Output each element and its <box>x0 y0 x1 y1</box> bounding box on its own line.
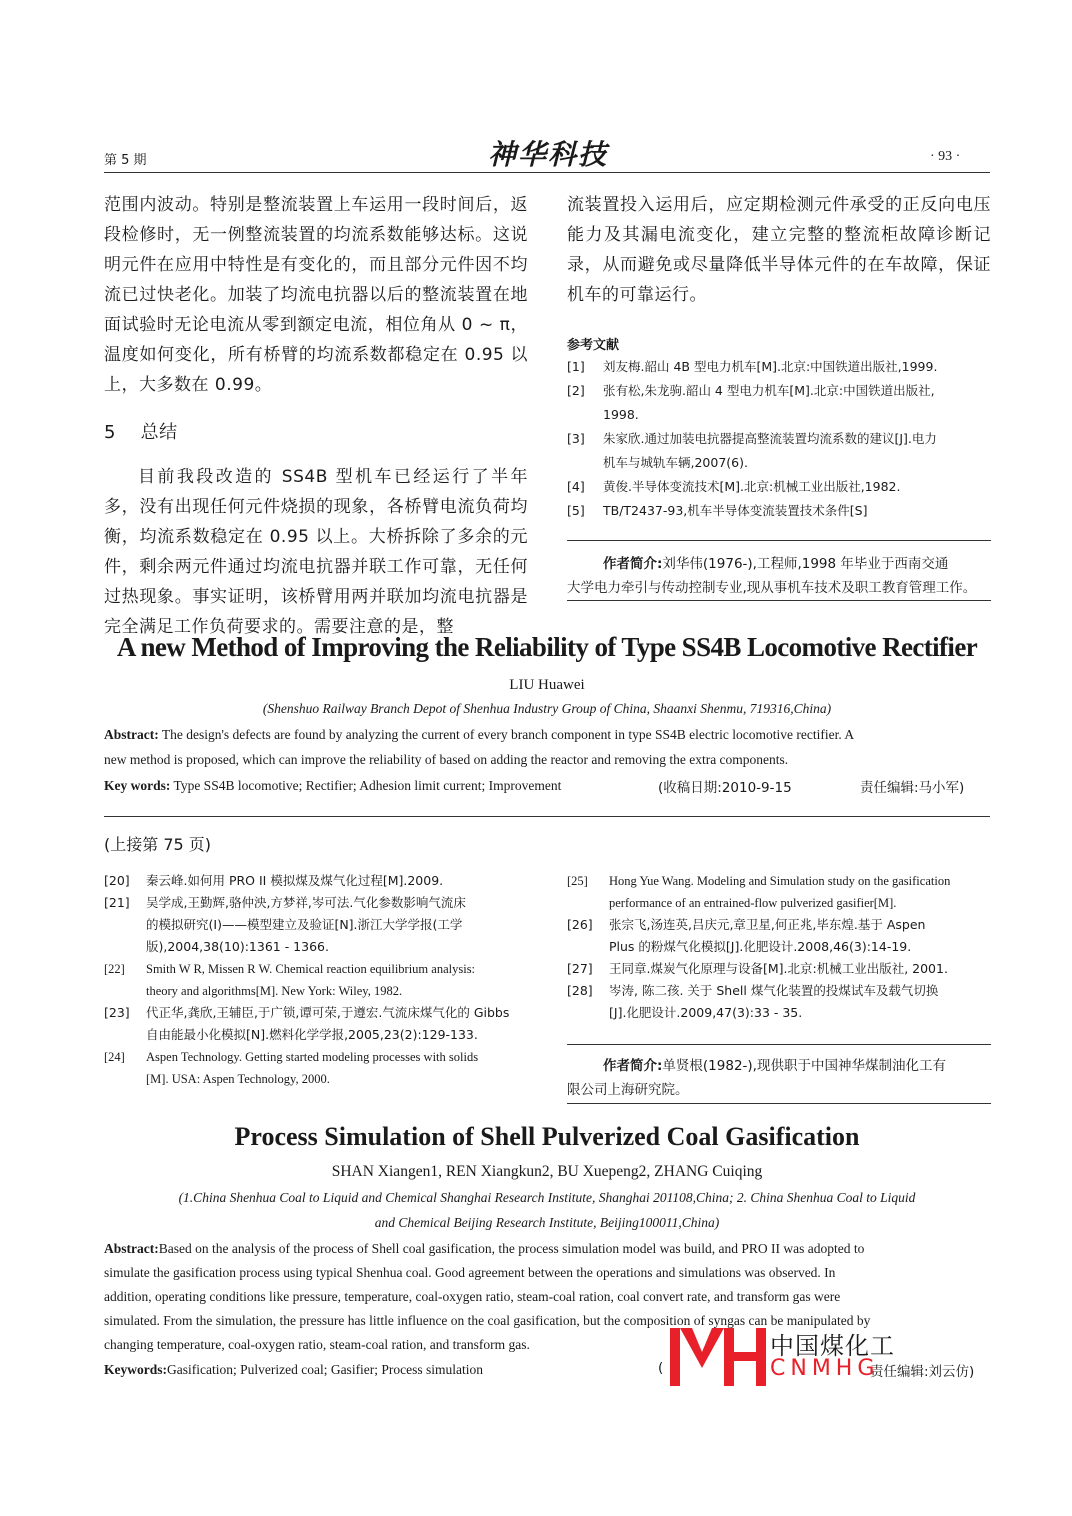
reference-number: [24] <box>104 1050 125 1064</box>
reference-item <box>567 500 991 522</box>
reference-text: 张宗飞,汤连英,吕庆元,章卫星,何正兆,毕东煌.基于 Aspen <box>609 917 926 932</box>
bio-label: 作者简介: <box>603 556 663 572</box>
reference-text: Hong Yue Wang. Modeling and Simulation study on the gasification <box>609 874 951 888</box>
keywords-en <box>104 774 990 798</box>
reference-item <box>567 428 991 472</box>
affiliation-en-2-line-2: and Chemical Beijing Research Institute, Beijing100011,China) <box>374 1215 720 1230</box>
left-column <box>104 190 528 642</box>
right-paragraph-1: 流装置投入运用后，应定期检测元件承受的正反向电压能力及其漏电流变化，建立完整的整流柜故障诊断记录，从而避免或尽量降低半导体元件的在车故障，保证机车的可靠运行。 <box>567 195 991 305</box>
author-bio <box>567 552 991 600</box>
reference-text: TB/T2437-93,机车半导体变流装置技术条件[S] <box>603 503 868 518</box>
header-rule <box>104 172 990 173</box>
reference-text: 黄俊.半导体变流技术[M].北京:机械工业出版社,1982. <box>603 479 901 494</box>
keywords-text: Type SS4B locomotive; Rectifier; Adhesion limit current; Improvement <box>173 778 562 793</box>
bio-line-2: 大学电力牵引与传动控制专业,现从事机车技术及职工教育管理工作。 <box>567 580 977 596</box>
reference-number: [21] <box>104 895 130 910</box>
reference-text: performance of an entrained-flow pulverized gasifier[M]. <box>609 896 897 910</box>
reference-number: [20] <box>104 873 130 888</box>
reference-text: [M]. USA: Aspen Technology, 2000. <box>146 1072 330 1086</box>
reference-text: 张有松,朱龙驹.韶山 4 型电力机车[M].北京:中国铁道出版社, <box>603 383 935 398</box>
article-title-en: A new Method of Improving the Reliability of Type SS4B Locomotive Rectifier <box>116 632 978 662</box>
reference-text: 机车与城轨车辆,2007(6). <box>603 455 748 470</box>
right-column <box>567 190 991 310</box>
abstract-line: changing temperature, coal-oxygen ratio, steam-coal ration, and transform gas. <box>104 1337 530 1352</box>
abstract-text-line-2: new method is proposed, which can improve the reliability of based on adding the reactor and removing the extra components. <box>104 752 789 767</box>
bio-line-2: 限公司上海研究院。 <box>567 1082 689 1098</box>
keywords-label: Keywords: <box>104 1362 167 1377</box>
article-divider <box>104 816 990 817</box>
watermark-cn: 中国煤化工 <box>770 1332 895 1360</box>
reference-number: [2] <box>567 383 585 398</box>
received-date: (收稿日期:2010-9-15 <box>658 780 792 796</box>
reference-item <box>567 356 991 378</box>
journal-logo: 神华科技 <box>488 138 609 171</box>
reference-item <box>567 958 991 980</box>
abstract-label: Abstract: <box>104 1241 159 1256</box>
affiliation-en: (Shenshuo Railway Branch Depot of Shenhua Industry Group of China, Shaanxi Shenmu, 719316,China) <box>262 701 832 716</box>
reference-text: 岑涛, 陈二孩. 关于 Shell 煤气化装置的投煤试车及载气切换 <box>609 983 939 998</box>
reference-item <box>567 380 991 424</box>
article-title-en-2: Process Simulation of Shell Pulverized Coal Gasification <box>234 1122 860 1151</box>
responsible-editor-2: 责任编辑:刘云仿) <box>870 1364 975 1380</box>
continued-label: (上接第 75 页) <box>104 835 212 854</box>
authors-en-2: SHAN Xiangen1, REN Xiangkun2, BU Xuepeng2, ZHANG Cuiqing <box>331 1163 763 1180</box>
abstract-en <box>104 723 990 747</box>
affiliation-en-2-line-1: (1.China Shenhua Coal to Liquid and Chemical Shanghai Research Institute, Shanghai 201108,China; 2. China Shenhua Coal to Liquid <box>178 1190 916 1205</box>
reference-text: [J].化肥设计.2009,47(3):33 - 35. <box>609 1005 803 1020</box>
reference-text: Smith W R, Missen R W. Chemical reaction equilibrium analysis: <box>146 962 476 976</box>
reference-text: Plus 的粉煤气化模拟[J].化肥设计.2008,46(3):14-19. <box>609 939 912 954</box>
responsible-editor: 责任编辑:马小军) <box>860 780 965 796</box>
watermark-en: CNMHG <box>770 1356 880 1381</box>
reference-number: [26] <box>567 917 593 932</box>
reference-item <box>104 892 528 958</box>
cnmhg-watermark <box>670 1316 990 1388</box>
abstract-line: addition, operating conditions like pressure, temperature, coal-oxygen ratio, steam-coal ration, coal convert rate, and transform gas were <box>104 1289 841 1304</box>
reference-text: theory and algorithms[M]. New York: Wiley, 1982. <box>146 984 403 998</box>
author-en: LIU Huawei <box>509 677 585 693</box>
reference-item <box>567 870 991 914</box>
reference-number: [3] <box>567 431 585 446</box>
bio-rule <box>567 1044 991 1045</box>
reference-item <box>567 476 991 498</box>
bio-rule-bottom <box>567 1103 991 1104</box>
references-title: 参考文献 <box>567 338 620 353</box>
reference-item <box>567 914 991 958</box>
abstract-label: Abstract: <box>104 727 159 742</box>
keywords-text: Gasification; Pulverized coal; Gasifier; Process simulation <box>167 1362 484 1377</box>
mh-logo-icon <box>670 1316 770 1388</box>
abstract-text-line-1: The design's defects are found by analyzing the current of every branch component in type SS4B electric locomotive rectifier. A <box>161 727 855 742</box>
reference-text: 1998. <box>603 407 639 422</box>
bio-line-1: 单贤根(1982-),现供职于中国神华煤制油化工有 <box>662 1058 946 1074</box>
reference-text: 吴学成,王勤辉,骆仲泱,方梦祥,岑可法.气化参数影响气流床 <box>146 895 466 910</box>
reference-number: [5] <box>567 503 585 518</box>
abstract-line: simulate the gasification process using typical Shenhua coal. Good agreement between the operations and simulations was observed. In <box>104 1265 836 1280</box>
bio-rule <box>567 540 991 541</box>
reference-item <box>567 980 991 1024</box>
reference-number: [28] <box>567 983 593 998</box>
reference-item <box>104 1002 528 1046</box>
abstract-line: simulated. From the simulation, the pressure has little influence on the coal gasification, but the composition of syngas can be manipulated by <box>104 1313 871 1328</box>
left-paragraph-1: 范围内波动。特别是整流装置上车运用一段时间后，返段检修时，无一例整流装置的均流系数能够达标。这说明元件在应用中特性是有变化的，而且部分元件因不均流已过快老化。加装了均流电抗器以后的整流装置在地面试验时无论电流从零到额定电流，相位角从 0 ~ π，温度如何变化，所有桥臂的均流系数都稳定在 0.95 以上，大多数在 0.99。 <box>104 195 528 395</box>
reference-item <box>104 1046 528 1090</box>
reference-number: [25] <box>567 874 588 888</box>
reference-text: 朱家欣.通过加装电抗器提高整流装置均流系数的建议[J].电力 <box>603 431 937 446</box>
reference-text: 刘友梅.韶山 4B 型电力机车[M].北京:中国铁道出版社,1999. <box>603 359 938 374</box>
left-paragraph-2: 目前我段改造的 SS4B 型机车已经运行了半年多，没有出现任何元件烧损的现象，各桥臂电流负荷均衡，均流系数稳定在 0.95 以上。大桥拆除了多余的元件，剩余两元件通过均流电抗器并联工作可靠，无任何过热现象。事实证明，该桥臂用两并联加均流电抗器是完全满足工作负荷要求的。需要注意的是，整 <box>104 467 528 637</box>
reference-text: 代正华,龚欣,王辅臣,于广锁,谭可荣,于遵宏.气流床煤气化的 Gibbs <box>146 1005 510 1020</box>
bio-rule-bottom <box>567 600 991 601</box>
reference-number: [22] <box>104 962 125 976</box>
reference-text: 秦云峰.如何用 PRO II 模拟煤及煤气化过程[M].2009. <box>146 873 444 888</box>
reference-text: 王同章.煤炭气化原理与设备[M].北京:机械工业出版社, 2001. <box>609 961 948 976</box>
keywords-label: Key words: <box>104 778 171 793</box>
author-bio-2 <box>567 1054 991 1102</box>
abstract-line: Based on the analysis of the process of Shell coal gasification, the process simulation model was build, and PRO II was adopted to <box>158 1241 865 1256</box>
reference-number: [23] <box>104 1005 130 1020</box>
received-open: ( <box>658 1360 664 1376</box>
header-issue: 第 5 期 <box>104 153 147 168</box>
reference-text: 版),2004,38(10):1361 - 1366. <box>146 939 329 954</box>
abstract-en-2 <box>104 1237 990 1261</box>
section-heading-conclusion: 5 总结 <box>104 422 178 443</box>
reference-item <box>104 958 528 1002</box>
reference-number: [4] <box>567 479 585 494</box>
reference-number: [1] <box>567 359 585 374</box>
reference-item <box>104 870 528 892</box>
reference-text: Aspen Technology. Getting started modeling processes with solids <box>146 1050 479 1064</box>
page-number: · 93 · <box>930 149 961 164</box>
reference-text: 的模拟研究(Ⅰ)——模型建立及验证[N].浙江大学学报(工学 <box>146 917 463 932</box>
bio-label: 作者简介: <box>603 1058 663 1074</box>
bio-line-1: 刘华伟(1976-),工程师,1998 年毕业于西南交通 <box>662 556 949 572</box>
reference-number: [27] <box>567 961 593 976</box>
reference-text: 自由能最小化模拟[N].燃料化学学报,2005,23(2):129-133. <box>146 1027 478 1042</box>
